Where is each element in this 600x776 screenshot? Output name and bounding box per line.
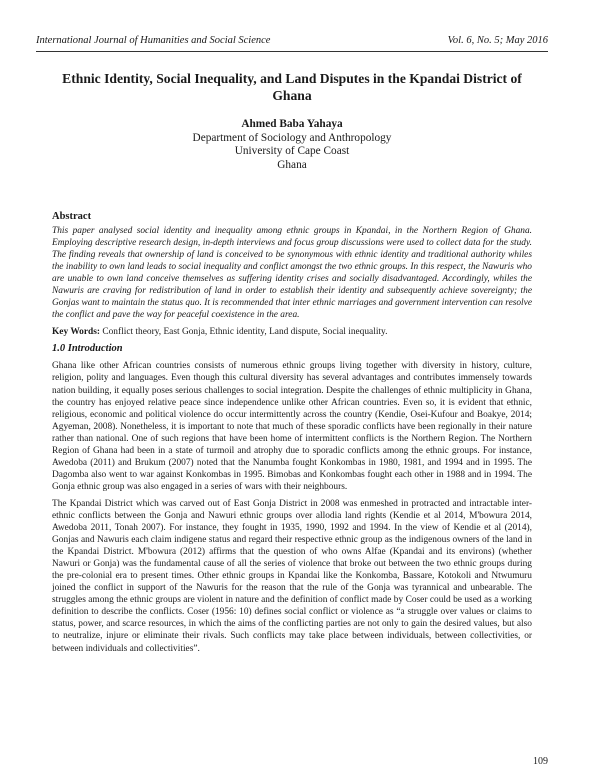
paper-title: Ethnic Identity, Social Inequality, and Land Disputes in the Kpandai District of Ghana [62, 71, 522, 103]
issue-info: Vol. 6, No. 5; May 2016 [447, 35, 548, 46]
author-university: University of Cape Coast [234, 145, 350, 158]
author-name: Ahmed Baba Yahaya [241, 118, 343, 130]
abstract-text: This paper analysed social identity and inequality among ethnic groups in Kpandai, in the Northern Region of Ghana. Employing descriptive research design, in-depth interviews and focus group discussions were used to collect data for the study. The finding reveals that ownership of land is conceived to be synonymous with ethnic identity and traditional authority whiles the inability to own land leads to social inequality and conflict amongst the two ethnic groups. In this respect, the Nawuris who are unable to own land conceive themselves as suffering identity crises and socially disadvantaged. Accordingly, whiles the Nawuris are craving for redistribution of land in order to establish their identity and subsequently achieve sovereignty; the Gonjas want to maintain the status quo. It is recommended that inter ethnic marriages and government intervention can resolve the conflict and pave the way for peaceful coexistence in the area. [52, 226, 532, 321]
author-country: Ghana [277, 159, 307, 172]
keywords-label: Key Words: [52, 327, 101, 338]
main-content [52, 210, 532, 655]
page-number: 109 [533, 756, 548, 767]
running-header [36, 34, 548, 50]
intro-paragraph-1: Ghana like other African countries consists of numerous ethnic groups living together with diversity in history, culture, religion, polity and languages. Even though this cultural diversity has several advantages and contributes immensely towards nation building, it equally poses serious challenges to social integration. Despite the challenges of ethnic multiplicity in Ghana, the country has enjoyed relative peace since independence unlike other African countries. Even so, it is evident that ethnic, religious, economic and political violence do occur intermittently across the country (Kendie, Osei-Kufour and Boakye, 2014; Agyeman, 2008). Nonetheless, it is important to note that much of these sporadic conflicts have been regionally in their nature rather than national. One of such regions that have been home of intermittent conflicts is the Northern Region. The Northern Region of Ghana had been in a state of turmoil and atrophy due to sporadic conflicts among the ethnic groups. For instance, Awedoba (2011) and Brukum (2007) noted that the Nanumba fought Konkombas in 1980, 1981, and 1994 and in 1995. The Dagomba also went to war against Konkombas in 1995. Bimobas and Konkombas fought each other in 1988 and in 1994. The Gonja ethnic group was also engaged in a series of wars with their neighbours. [52, 361, 532, 492]
header-divider [36, 51, 548, 52]
keywords-text: Conflict theory, East Gonja, Ethnic identity, Land dispute, Social inequality. [102, 327, 388, 338]
author-block [52, 118, 532, 173]
author-department: Department of Sociology and Anthropology [192, 131, 392, 144]
keywords [52, 326, 532, 338]
abstract-heading: Abstract [52, 211, 92, 222]
intro-paragraph-2: The Kpandai District which was carved out of East Gonja District in 2008 was enmeshed in protracted and intractable inter-ethnic conflicts between the Gonja and Nawuri ethnic groups over allodia land rights (Kendie et al 2014, M'bowura 2014, Awedoba 2011, Tonah 2007). For instance, they fought in 1935, 1990, 1992 and 1994. In the view of Kendie et al (2014), Gonjas and Nawuris each claim indigene status and regard their respective ethnic group as the indigenous owners of the land in the Kpandai District. M'bowura (2012) affirms that the question of who owns Alfae (Kpandai and its environs) (whether Nawuri or Gonja) was the fundamental cause of all the series of violence that broke out between the two ethnic groups during the pre-colonial era to present times. Other ethnic groups in Kpandai like the Konkomba, Bassare, Kotokoli and Ntwumuru joined the conflict in support of the Nawuris for the reason that the rule of the Gonja was tyrannical and unbearable. The struggles among the ethnic groups are violent in nature and the definition of conflict made by Coser could be used as a working definition to describe the conflicts. Coser (1956: 10) defines social conflict or violence as “a struggle over values or claims to status, power, and scarce resources, in which the aims of the conflicting parties are not only to gain the desired values, but also to neutralize, injure or eliminate their rivals. Such conflicts may take place between individuals, between collectivities, or between individuals and collectivities”. [52, 498, 532, 654]
introduction-heading: 1.0 Introduction [52, 343, 123, 355]
journal-name: International Journal of Humanities and Social Science [36, 35, 271, 46]
